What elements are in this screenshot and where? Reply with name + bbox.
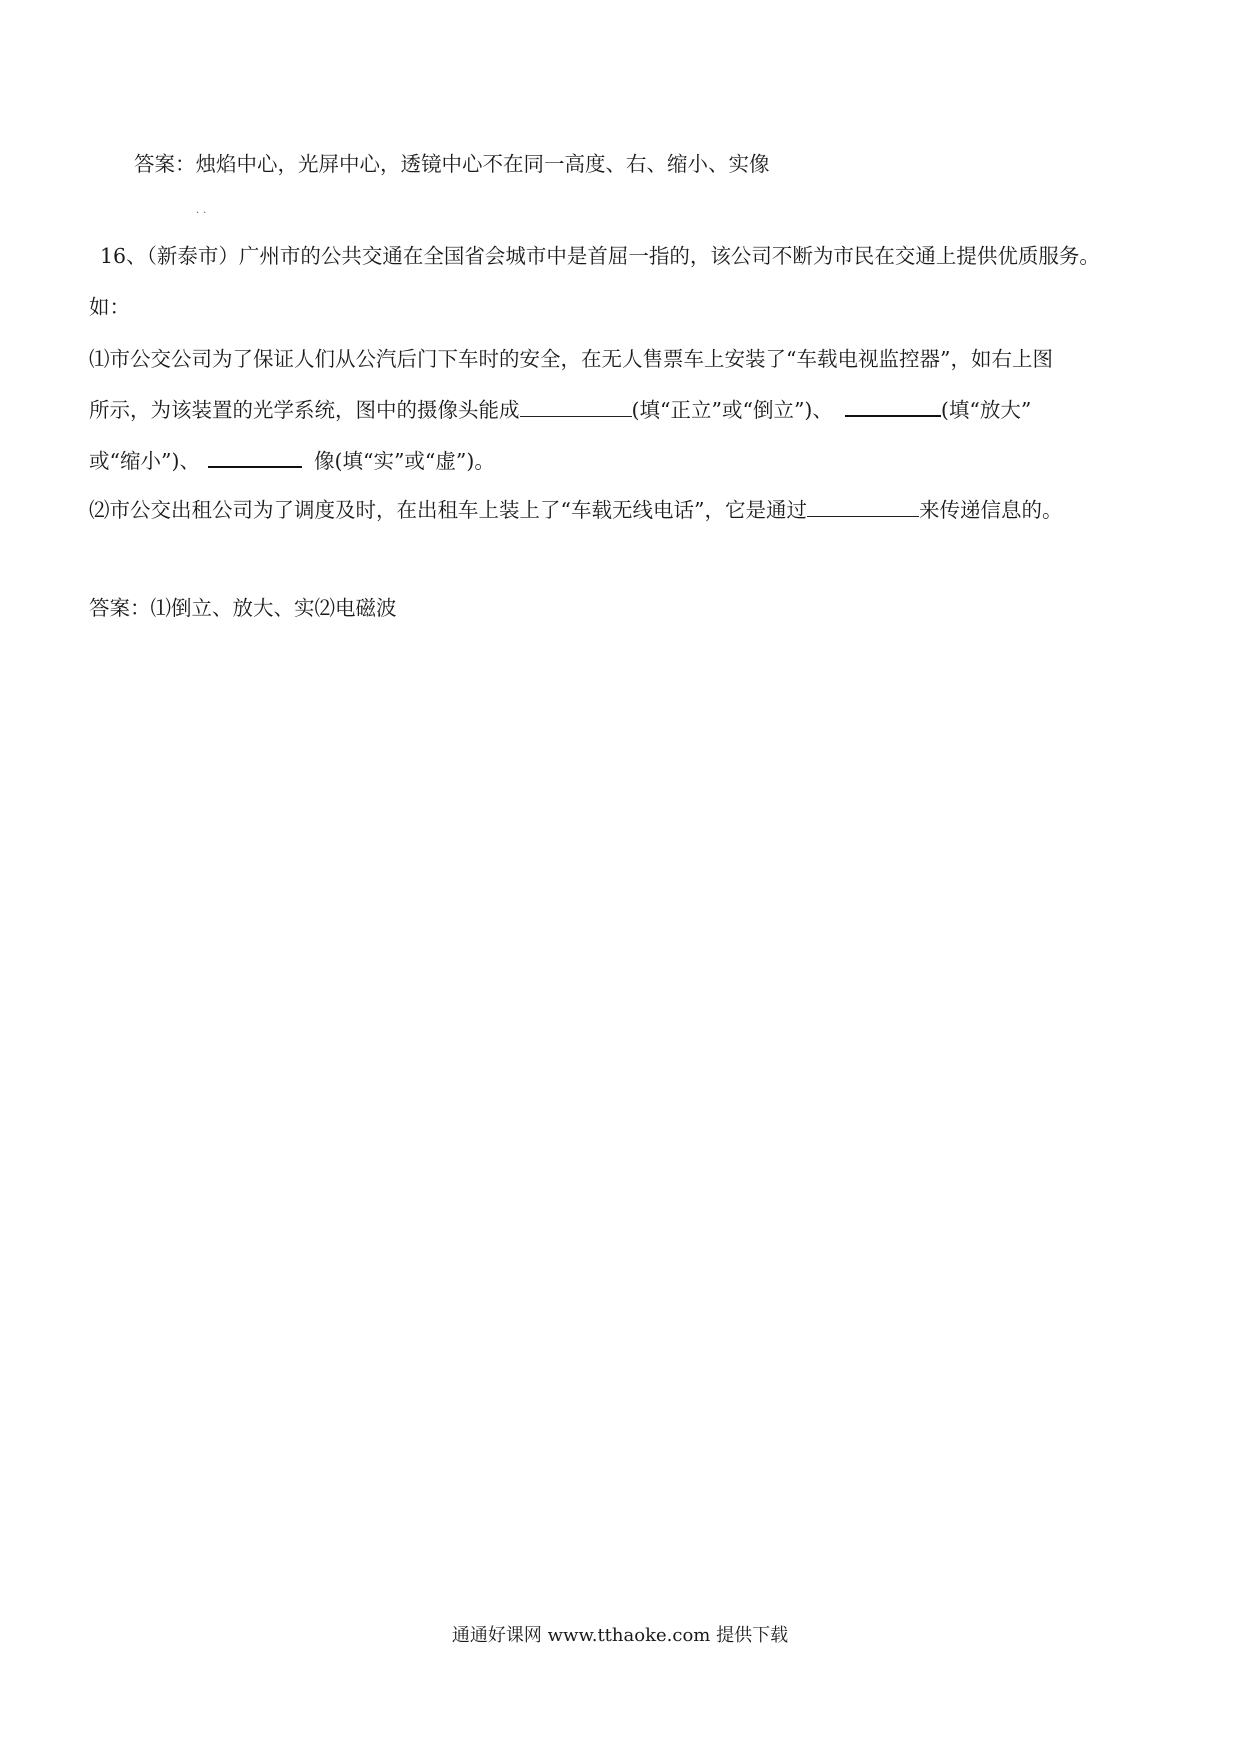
question-16-line-2: 如： bbox=[89, 295, 130, 319]
part-2-text-b: 来传递信息的。 bbox=[918, 498, 1063, 522]
blank-transmission-medium[interactable] bbox=[807, 496, 919, 517]
page-footer: 通通好课网 www.tthaoke.com 提供下载 bbox=[451, 1625, 789, 1646]
question-16-part-1-line-3 bbox=[89, 446, 495, 475]
answer-15-text: 烛焰中心，光屏中心，透镜中心不在同一高度、右、缩小、实像 bbox=[195, 152, 770, 176]
question-16-part-1-line-1: ⑴市公交公司为了保证人们从公汽后门下车时的安全，在无人售票车上安装了“车载电视监控器”，如右上图 bbox=[89, 347, 1053, 371]
answer-16: 答案：⑴倒立、放大、实⑵电磁波 bbox=[89, 596, 397, 620]
blank-upright-or-inverted[interactable] bbox=[520, 396, 632, 417]
answer-15 bbox=[134, 150, 770, 178]
part-1-line-2-text-a: 所示，为该装置的光学系统，图中的摄像头能成 bbox=[89, 398, 520, 422]
question-16-part-1-line-2 bbox=[89, 395, 1031, 424]
question-16-part-2 bbox=[89, 496, 1062, 524]
question-16-line-1: 16、（新泰市）广州市的公共交通在全国省会城市中是首屈一指的，该公司不断为市民在交通上提供优质服务。 bbox=[100, 244, 1100, 268]
answer-15-label: 答案： bbox=[134, 152, 196, 176]
stray-marks: .. bbox=[196, 205, 211, 216]
part-2-text-a: ⑵市公交出租公司为了调度及时，在出租车上装上了“车载无线电话”，它是通过 bbox=[89, 498, 807, 522]
part-1-line-3-text-b: 像(填“实”或“虚”)。 bbox=[313, 449, 495, 473]
part-1-line-3-text-a: 或“缩小”)、 bbox=[89, 449, 200, 473]
part-1-line-2-text-b: (填“正立”或“倒立”)、 bbox=[631, 398, 833, 422]
blank-enlarged-or-reduced[interactable] bbox=[845, 395, 941, 417]
blank-real-or-virtual[interactable] bbox=[208, 446, 302, 468]
part-1-line-2-text-c: (填“放大” bbox=[940, 398, 1032, 422]
